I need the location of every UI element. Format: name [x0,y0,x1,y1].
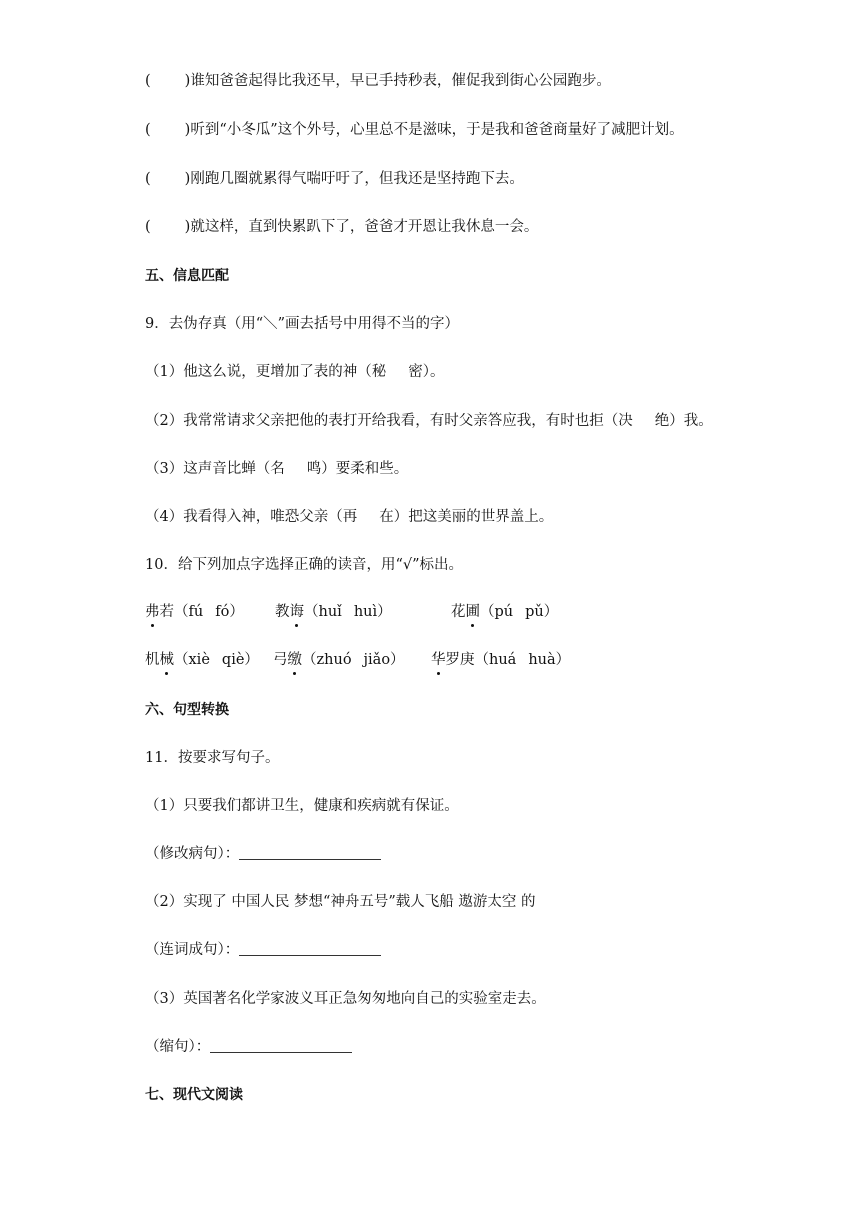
answer-blank[interactable] [239,941,381,956]
order-item-text: 就这样，直到快累趴下了，爸爸才开恩让我休息一会。 [190,219,539,235]
answer-paren[interactable]: ( ) [145,122,191,138]
q9-item: （4）我看得入神，唯恐父亲（再 在）把这美丽的世界盖上。 [145,509,554,525]
q11-sentence: （3）英国著名化学家波义耳正急匆匆地向自己的实验室走去。 [145,991,546,1007]
q11-answer-row: （修改病句）： [145,844,381,864]
order-item [145,169,524,189]
order-item [145,120,684,140]
q9-item: （3）这声音比蝉（名 鸣）要柔和些。 [145,461,409,477]
pinyin-item: 弗若（fú fó） [145,604,244,620]
order-item-text: 听到“小冬瓜”这个外号，心里总不是滋味，于是我和爸爸商量好了减肥计划。 [190,122,684,138]
answer-paren[interactable]: ( ) [145,73,191,89]
q9-item: （2）我常常请求父亲把他的表打开给我看，有时父亲答应我，有时也拒（决 绝）我。 [145,413,713,429]
order-item [145,71,611,91]
answer-paren[interactable]: ( ) [145,171,191,187]
order-item-text: 刚跑几圈就累得气喘吁吁了，但我还是坚持跑下去。 [190,171,524,187]
pinyin-row [145,650,745,674]
section-heading: 五、信息匹配 [145,268,229,284]
pinyin-item: 机械（xiè qiè） [145,652,259,668]
pinyin-item: 弓缴（zhuó jiǎo） [273,652,405,668]
q11-sentence: （2）实现了 中国人民 梦想“神舟五号”载人飞船 遨游太空 的 [145,894,536,910]
pinyin-row [145,602,745,626]
q9-item: （1）他这么说，更增加了表的神（秘 密）。 [145,364,445,380]
section-heading: 七、现代文阅读 [145,1087,243,1103]
answer-paren[interactable]: ( ) [145,219,191,235]
pinyin-item: 花圃（pú pǔ） [451,604,559,620]
question-title: 9．去伪存真（用“＼”画去括号中用得不当的字） [145,316,460,332]
order-item-text: 谁知爸爸起得比我还早，早已手持秒表，催促我到街心公园跑步。 [190,73,611,89]
q11-answer-row: （连词成句）： [145,940,381,960]
question-title: 10．给下列加点字选择正确的读音，用“√”标出。 [145,557,464,573]
answer-blank[interactable] [239,845,381,860]
pinyin-item: 华罗庚（huá huà） [431,652,571,668]
q11-answer-row: （缩句）： [145,1037,352,1057]
q11-sentence: （1）只要我们都讲卫生，健康和疾病就有保证。 [145,798,459,814]
section-heading: 六、句型转换 [145,702,229,718]
question-title: 11．按要求写句子。 [145,750,280,766]
pinyin-item: 教诲（huǐ huì） [275,604,392,620]
answer-blank[interactable] [210,1038,352,1053]
order-item [145,217,538,237]
